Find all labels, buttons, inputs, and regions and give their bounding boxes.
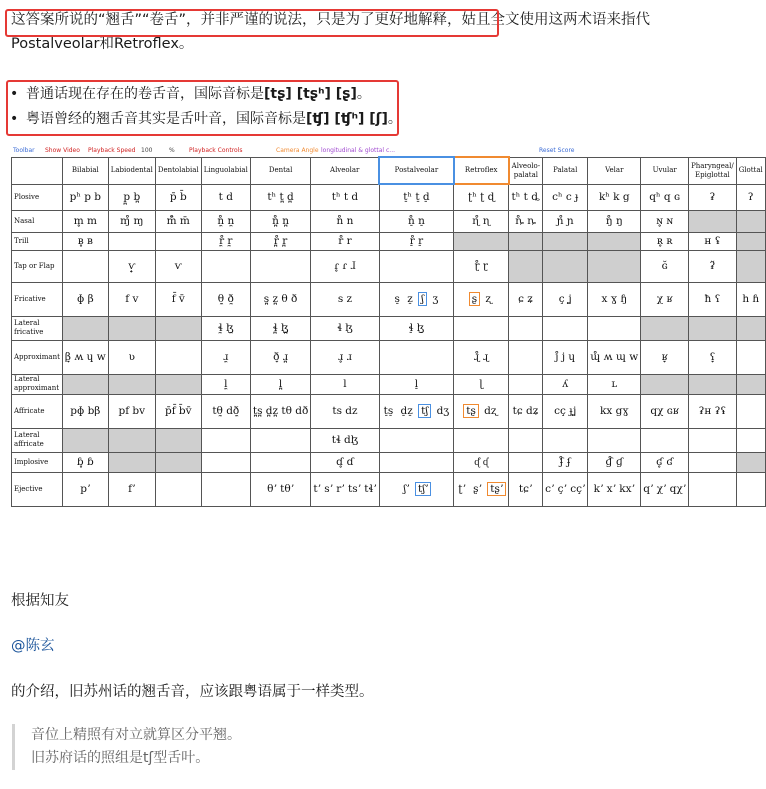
chart-cell: tɬ dɮ bbox=[311, 428, 379, 452]
chart-cell: ʕ̞ bbox=[689, 340, 737, 374]
chart-cell: r̼̊ r̼ bbox=[201, 232, 250, 250]
chart-cell: j̊ j ɥ bbox=[543, 340, 588, 374]
chart-cell bbox=[543, 316, 588, 340]
chart-cell bbox=[736, 472, 765, 506]
row-header: Lateral approximant bbox=[12, 374, 63, 394]
chart-cell: ts dz bbox=[311, 394, 379, 428]
chart-cell bbox=[454, 472, 509, 506]
chart-cell bbox=[509, 340, 543, 374]
chart-cell bbox=[454, 428, 509, 452]
chart-cell: r̠̊ r̠ bbox=[379, 232, 454, 250]
chart-cell: n̪̊ n̪ bbox=[250, 210, 310, 232]
chart-cell: ɱ̊ ɱ bbox=[108, 210, 155, 232]
chart-cell: ɽ̊ ɽ bbox=[454, 250, 509, 282]
chart-cell: ⱱ bbox=[155, 250, 201, 282]
chart-cell bbox=[155, 340, 201, 374]
source-text: 根据知友 bbox=[11, 593, 69, 609]
chart-cell: ŋ̊ ŋ bbox=[588, 210, 641, 232]
chart-cell: ʡ̆ bbox=[689, 250, 737, 282]
chart-cell: p̄ b̄ bbox=[155, 184, 201, 210]
ipa-mandarin-retroflex: [tʂ] [tʂʰ] [ʂ] bbox=[264, 86, 357, 102]
chart-cell: cʰ c ɟ bbox=[543, 184, 588, 210]
chart-cell bbox=[689, 316, 737, 340]
chart-cell bbox=[588, 428, 641, 452]
chart-cell: ʙ̥ ʙ bbox=[62, 232, 108, 250]
chart-cell: ʋ bbox=[108, 340, 155, 374]
chart-cell: kʰ k g bbox=[588, 184, 641, 210]
chart-cell: ʀ̥ ʀ bbox=[641, 232, 689, 250]
chart-cell bbox=[62, 428, 108, 452]
followup-paragraph: 的介绍，旧苏州话的翘舌音，应该跟粤语属于一样类型。 bbox=[11, 684, 374, 700]
intro-rest-text: 姑且全文使用这两术语来指代Postalveolar和Retroflex。 bbox=[11, 12, 651, 52]
highlighted-symbol: tʂʼ bbox=[487, 482, 506, 496]
quote-line-1: 音位上精照有对立就算区分平翘。 bbox=[31, 727, 241, 743]
chart-cell bbox=[543, 428, 588, 452]
chart-cell: ʄ̊ ʄ bbox=[543, 452, 588, 472]
chart-cell bbox=[689, 210, 737, 232]
chart-cell bbox=[379, 340, 454, 374]
row-header: Tap or Flap bbox=[12, 250, 63, 282]
chart-cell bbox=[201, 428, 250, 452]
chart-cell: l̼ bbox=[201, 374, 250, 394]
chart-cell: ç ʝ bbox=[543, 282, 588, 316]
chart-cell: fʼ bbox=[108, 472, 155, 506]
chart-cell: f v bbox=[108, 282, 155, 316]
chart-cell bbox=[108, 316, 155, 340]
col-pharyngeal: Pharyngeal/ Epiglottal bbox=[689, 157, 737, 184]
col-linguolabial: Linguolabial bbox=[201, 157, 250, 184]
chart-cell bbox=[509, 316, 543, 340]
chart-cell: ᶑ̊ ᶑ bbox=[454, 452, 509, 472]
chart-row bbox=[12, 316, 766, 340]
chart-cell bbox=[250, 452, 310, 472]
ipa-table bbox=[11, 156, 766, 507]
chart-cell: kʼ xʼ kxʼ bbox=[588, 472, 641, 506]
chart-cell bbox=[736, 232, 765, 250]
bullet-item-mandarin: • 普通话现在存在的卷舌音，国际音标是[tʂ] [tʂʰ] [ʂ]。 bbox=[10, 82, 402, 107]
chart-cell bbox=[454, 394, 509, 428]
chart-cell: r̊ r bbox=[311, 232, 379, 250]
chart-cell: ɗ̥ ɗ bbox=[311, 452, 379, 472]
chart-cell bbox=[689, 452, 737, 472]
chart-cell: n̊ n bbox=[311, 210, 379, 232]
col-velar: Velar bbox=[588, 157, 641, 184]
chart-cell: p̄f̄ b̄v̄ bbox=[155, 394, 201, 428]
chart-cell: kx gɣ bbox=[588, 394, 641, 428]
chart-row bbox=[12, 232, 766, 250]
chart-cell: ɬ̠ ɮ̠ bbox=[379, 316, 454, 340]
ipa-symbol: ʃʼ bbox=[403, 483, 410, 495]
chart-cell bbox=[250, 250, 310, 282]
chart-cell bbox=[736, 374, 765, 394]
ipa-symbol: d̠z̠ bbox=[400, 405, 413, 417]
chart-cell bbox=[509, 374, 543, 394]
row-header: Lateral fricative bbox=[12, 316, 63, 340]
chart-cell bbox=[108, 374, 155, 394]
chart-cell: l̠ bbox=[379, 374, 454, 394]
row-header: Approximant bbox=[12, 340, 63, 374]
chart-cell: ʡʜ ʡʢ bbox=[689, 394, 737, 428]
chart-cell: qʰ q ɢ bbox=[641, 184, 689, 210]
chart-body bbox=[12, 184, 766, 506]
chart-cell: ʟ bbox=[588, 374, 641, 394]
chart-cell: pʰ p b bbox=[62, 184, 108, 210]
chart-cell: qʼ χʼ qχʼ bbox=[641, 472, 689, 506]
chart-cell bbox=[379, 250, 454, 282]
chart-cell bbox=[201, 472, 250, 506]
chart-cell bbox=[379, 394, 454, 428]
chart-cell: ɠ̊ ɠ bbox=[588, 452, 641, 472]
col-postalveolar: Postalveolar bbox=[379, 157, 454, 184]
chart-cell: ʎ bbox=[543, 374, 588, 394]
chart-cell: n̠̊ n̠ bbox=[379, 210, 454, 232]
chart-cell bbox=[155, 472, 201, 506]
chart-cell bbox=[454, 316, 509, 340]
chart-cell: θʼ tθʼ bbox=[250, 472, 310, 506]
chart-cell bbox=[379, 452, 454, 472]
blockquote bbox=[12, 724, 652, 770]
chart-cell bbox=[62, 374, 108, 394]
chart-cell: tɕʼ bbox=[509, 472, 543, 506]
chart-cell: θ̼ ð̼ bbox=[201, 282, 250, 316]
chart-cell bbox=[379, 282, 454, 316]
chart-cell: ʛ̥ ʛ bbox=[641, 452, 689, 472]
chart-cell: χ ʁ bbox=[641, 282, 689, 316]
chart-cell bbox=[509, 428, 543, 452]
ipa-symbol: dʐ bbox=[484, 405, 498, 417]
chart-row bbox=[12, 340, 766, 374]
chart-cell: ɳ̊ ɳ bbox=[454, 210, 509, 232]
chart-cell: pʼ bbox=[62, 472, 108, 506]
chart-cell: tʼ sʼ rʼ tsʼ tɬʼ bbox=[311, 472, 379, 506]
user-mention-link[interactable]: @陈玄 bbox=[11, 638, 55, 654]
highlighted-symbol: ʃ bbox=[418, 292, 427, 306]
chart-cell bbox=[689, 428, 737, 452]
row-header: Trill bbox=[12, 232, 63, 250]
red-highlight-box-bullets bbox=[6, 80, 399, 136]
chart-cell bbox=[108, 428, 155, 452]
chart-cell: l bbox=[311, 374, 379, 394]
chart-row bbox=[12, 184, 766, 210]
chart-cell: ɹ̼ bbox=[201, 340, 250, 374]
col-glottal: Glottal bbox=[736, 157, 765, 184]
quote-line-2: 旧苏府话的照组是tʃ型舌叶。 bbox=[31, 750, 210, 766]
chart-row bbox=[12, 394, 766, 428]
chart-cell: ɹ̥ ɹ bbox=[311, 340, 379, 374]
chart-cell: qχ ɢʁ bbox=[641, 394, 689, 428]
chart-cell: pɸ bβ bbox=[62, 394, 108, 428]
chart-row bbox=[12, 250, 766, 282]
chart-cell: ɬ ɮ bbox=[311, 316, 379, 340]
chart-cell: cʼ çʼ cçʼ bbox=[543, 472, 588, 506]
chart-cell: ɾ̥ ɾ ɺ bbox=[311, 250, 379, 282]
chart-row bbox=[12, 282, 766, 316]
chart-cell: ɻ̊ ɻ bbox=[454, 340, 509, 374]
col-palatal: Palatal bbox=[543, 157, 588, 184]
row-header: Nasal bbox=[12, 210, 63, 232]
chart-cell bbox=[588, 250, 641, 282]
col-alveolar: Alveolar bbox=[311, 157, 379, 184]
chart-cell: p̪ b̪ bbox=[108, 184, 155, 210]
chart-cell: ɬ̼ ɮ̼ bbox=[201, 316, 250, 340]
chart-cell: t d bbox=[201, 184, 250, 210]
chart-cell bbox=[454, 232, 509, 250]
red-highlight-box-intro bbox=[5, 9, 499, 37]
chart-cell: ħ ʕ bbox=[689, 282, 737, 316]
chart-cell bbox=[736, 452, 765, 472]
chart-row bbox=[12, 452, 766, 472]
chart-cell: tʰ t ȡ bbox=[509, 184, 543, 210]
chart-cell: β̞ ʍ ɥ w bbox=[62, 340, 108, 374]
col-alveolo-palatal: Alveolo-palatal bbox=[509, 157, 543, 184]
col-dental: Dental bbox=[250, 157, 310, 184]
col-uvular: Uvular bbox=[641, 157, 689, 184]
bullet-item-cantonese: • 粤语曾经的翘舌音其实是舌叶音，国际音标是[ʧ] [ʧʰ] [ʃ]。 bbox=[10, 107, 402, 132]
chart-cell bbox=[543, 232, 588, 250]
chart-cell bbox=[62, 250, 108, 282]
chart-cell bbox=[736, 316, 765, 340]
chart-cell: ⱱ̟ bbox=[108, 250, 155, 282]
chart-row bbox=[12, 374, 766, 394]
col-bilabial: Bilabial bbox=[62, 157, 108, 184]
ipa-symbol: z̠ bbox=[407, 293, 413, 305]
chart-cell: m̄̊ m̄ bbox=[155, 210, 201, 232]
chart-cell: f̄ v̄ bbox=[155, 282, 201, 316]
row-header: Implosive bbox=[12, 452, 63, 472]
ipa-symbol: t̠s̠ bbox=[383, 405, 394, 417]
row-header: Fricative bbox=[12, 282, 63, 316]
chart-toolbar: Toolbar Show Video Playback Speed 100 % Playback Controls Camera Angle longitudinal & glottal c... Reset Score bbox=[13, 147, 575, 154]
chart-cell: ɭ bbox=[454, 374, 509, 394]
chart-cell: ɲ̊ ɲ bbox=[543, 210, 588, 232]
chart-cell: r̪̊ r̪ bbox=[250, 232, 310, 250]
chart-cell: ʜ ʢ bbox=[689, 232, 737, 250]
chart-row bbox=[12, 428, 766, 452]
ipa-symbol: ʐ bbox=[485, 293, 492, 305]
chart-header-row bbox=[12, 157, 766, 184]
chart-cell bbox=[201, 250, 250, 282]
chart-cell: t̪s̪ d̪z̪ tθ dð bbox=[250, 394, 310, 428]
chart-cell: ɴ̥ ɴ bbox=[641, 210, 689, 232]
chart-cell: tθ̼ dð̼ bbox=[201, 394, 250, 428]
chart-cell bbox=[201, 452, 250, 472]
chart-cell bbox=[641, 374, 689, 394]
chart-cell bbox=[108, 232, 155, 250]
chart-cell: x ɣ ɧ bbox=[588, 282, 641, 316]
col-labiodental: Labiodental bbox=[108, 157, 155, 184]
chart-cell bbox=[509, 452, 543, 472]
chart-cell bbox=[641, 316, 689, 340]
chart-cell bbox=[108, 452, 155, 472]
row-header: Plosive bbox=[12, 184, 63, 210]
chart-cell bbox=[379, 428, 454, 452]
chart-cell bbox=[62, 316, 108, 340]
chart-cell: ɓ̥ ɓ bbox=[62, 452, 108, 472]
chart-cell: ʡ bbox=[689, 184, 737, 210]
highlighted-symbol: ʂ bbox=[469, 292, 480, 306]
ipa-symbol: dʒ bbox=[436, 405, 450, 417]
chart-cell bbox=[588, 232, 641, 250]
chart-cell: l̪ bbox=[250, 374, 310, 394]
chart-cell bbox=[689, 374, 737, 394]
row-header: Ejective bbox=[12, 472, 63, 506]
chart-cell bbox=[509, 250, 543, 282]
row-header: Affricate bbox=[12, 394, 63, 428]
chart-row bbox=[12, 210, 766, 232]
chart-cell bbox=[543, 250, 588, 282]
chart-cell bbox=[736, 210, 765, 232]
chart-cell: s̪ z̪ θ ð bbox=[250, 282, 310, 316]
chart-cell bbox=[155, 316, 201, 340]
chart-cell bbox=[155, 374, 201, 394]
chart-cell bbox=[379, 472, 454, 506]
chart-cell: ȵ̊ ȵ bbox=[509, 210, 543, 232]
chart-cell bbox=[736, 394, 765, 428]
chart-cell: ɰ̊ ʍ ɰ w bbox=[588, 340, 641, 374]
corner-cell bbox=[12, 157, 63, 184]
ipa-symbol: ʒ bbox=[432, 293, 439, 305]
chart-cell: ɬ̪ ɮ̪ bbox=[250, 316, 310, 340]
chart-cell: m̥ m bbox=[62, 210, 108, 232]
highlighted-symbol: tʃ bbox=[418, 404, 431, 418]
ipa-consonant-chart-image bbox=[11, 146, 763, 521]
chart-cell: ɕ ʑ bbox=[509, 282, 543, 316]
chart-cell bbox=[250, 428, 310, 452]
chart-cell: n̼̊ n̼ bbox=[201, 210, 250, 232]
chart-cell: ʈʰ ʈ ɖ bbox=[454, 184, 509, 210]
ipa-symbol: s̠ bbox=[394, 293, 400, 305]
chart-cell: tʰ t̪ d̪ bbox=[250, 184, 310, 210]
chart-cell: ð̞ ɹ̪ bbox=[250, 340, 310, 374]
chart-cell: h ɦ bbox=[736, 282, 765, 316]
col-retroflex: Retroflex bbox=[454, 157, 509, 184]
highlighted-intro-text: 这答案所说的“翘舌”“卷舌”，并非严谨的说法，只是为了更好地解释， bbox=[11, 12, 462, 28]
highlighted-symbol: tʃʼ bbox=[415, 482, 431, 496]
chart-cell bbox=[736, 340, 765, 374]
chart-cell bbox=[155, 232, 201, 250]
highlighted-symbol: tʂ bbox=[463, 404, 479, 418]
chart-cell bbox=[736, 428, 765, 452]
chart-cell bbox=[641, 428, 689, 452]
chart-cell bbox=[155, 452, 201, 472]
chart-cell: cç ɟʝ bbox=[543, 394, 588, 428]
chart-cell: ɢ̆ bbox=[641, 250, 689, 282]
chart-cell: ʔ bbox=[736, 184, 765, 210]
ipa-cantonese-laminal: [ʧ] [ʧʰ] [ʃ] bbox=[306, 111, 388, 127]
chart-cell: ɸ β bbox=[62, 282, 108, 316]
chart-cell: tɕ dʑ bbox=[509, 394, 543, 428]
chart-cell bbox=[689, 472, 737, 506]
ipa-symbol: ʈʼ bbox=[458, 483, 466, 495]
chart-cell bbox=[736, 250, 765, 282]
row-header: Lateral affricate bbox=[12, 428, 63, 452]
chart-cell: pf bv bbox=[108, 394, 155, 428]
chart-cell: t̠ʰ t̠ d̠ bbox=[379, 184, 454, 210]
chart-cell bbox=[454, 282, 509, 316]
chart-cell: ʁ̞ bbox=[641, 340, 689, 374]
chart-cell bbox=[509, 232, 543, 250]
ipa-symbol: ʂʼ bbox=[473, 483, 482, 495]
col-dentolabial: Dentolabial bbox=[155, 157, 201, 184]
chart-cell bbox=[588, 316, 641, 340]
chart-cell: s z bbox=[311, 282, 379, 316]
chart-cell: tʰ t d bbox=[311, 184, 379, 210]
chart-row bbox=[12, 472, 766, 506]
chart-cell bbox=[155, 428, 201, 452]
